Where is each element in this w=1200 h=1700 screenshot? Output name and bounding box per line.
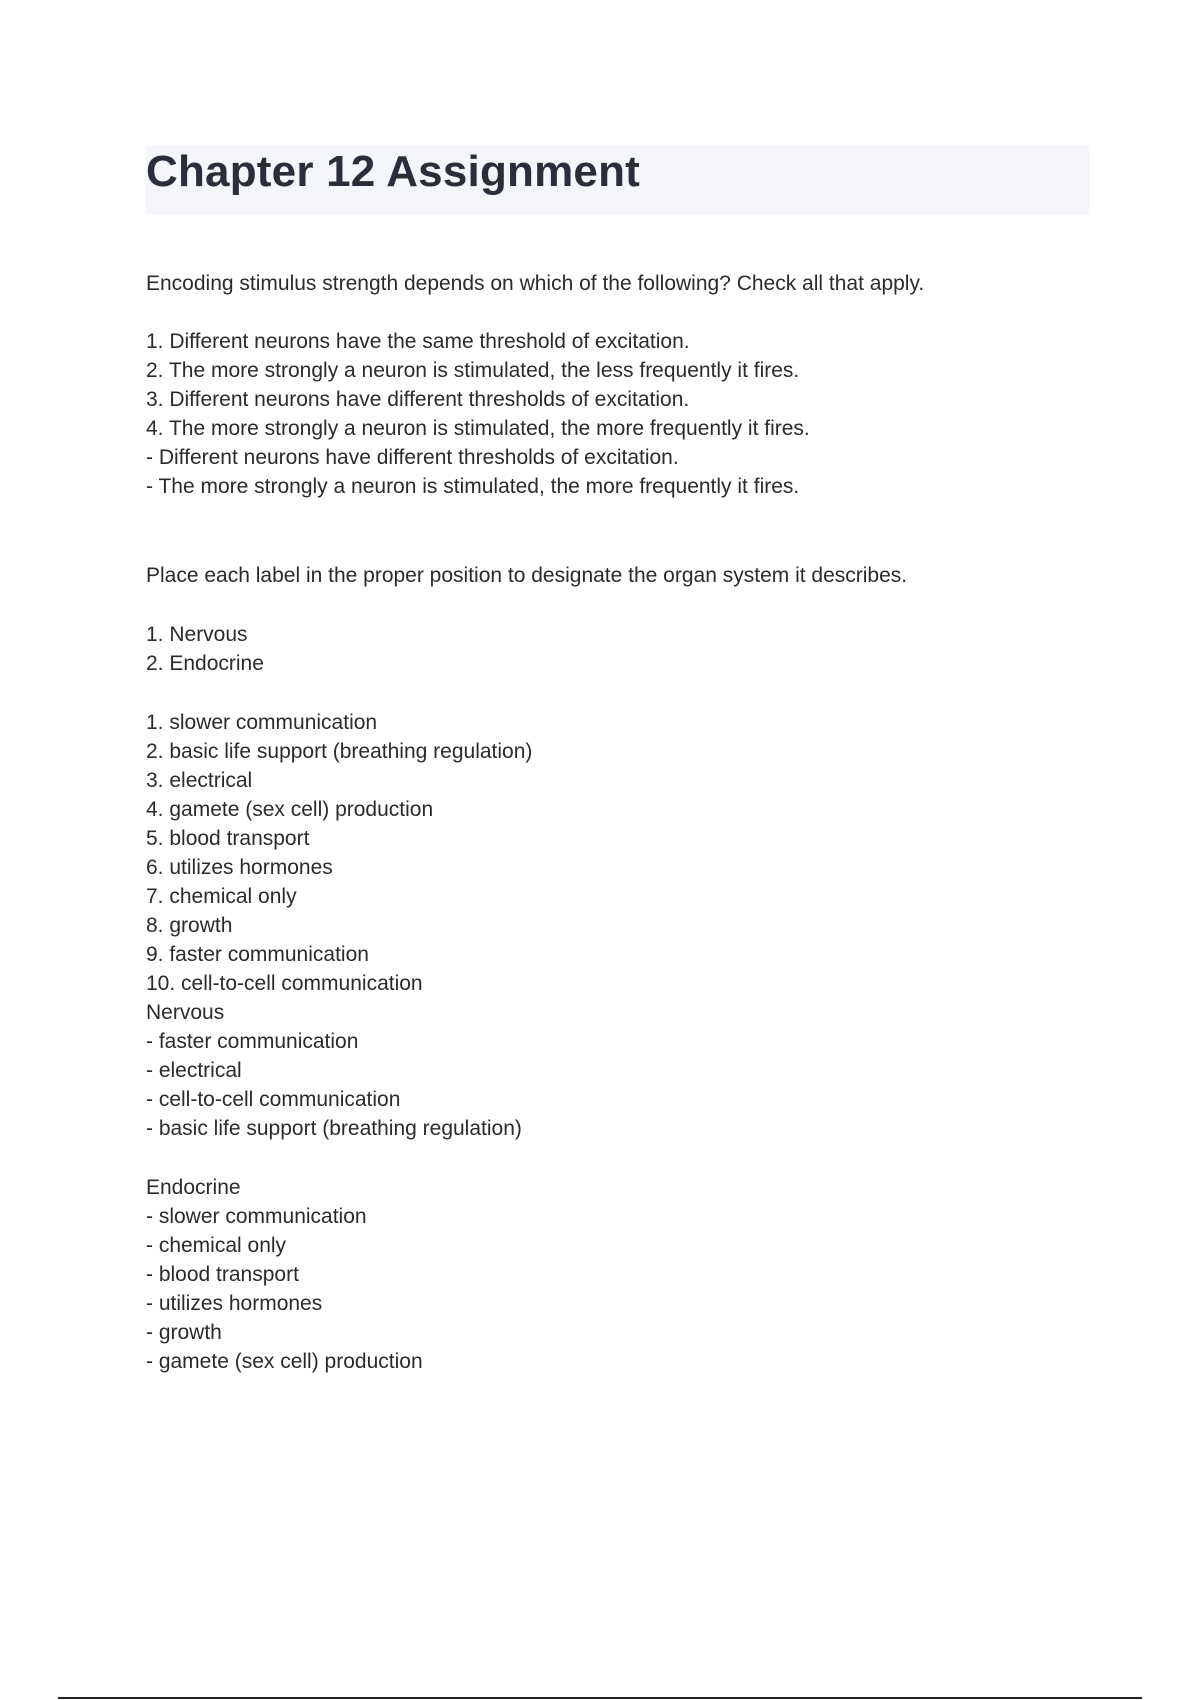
endocrine-item: - growth bbox=[146, 1321, 222, 1344]
question-1-prompt: Encoding stimulus strength depends on which of the following? Check all that apply. bbox=[146, 272, 925, 295]
nervous-item: - faster communication bbox=[146, 1030, 359, 1053]
question-2-label: 4. gamete (sex cell) production bbox=[146, 798, 434, 821]
question-1-option: 3. Different neurons have different thresholds of excitation. bbox=[146, 388, 690, 411]
question-2-category: 2. Endocrine bbox=[146, 652, 264, 675]
endocrine-item: - gamete (sex cell) production bbox=[146, 1350, 423, 1373]
nervous-item: - electrical bbox=[146, 1059, 242, 1082]
question-1-option: 1. Different neurons have the same threshold of excitation. bbox=[146, 330, 690, 353]
question-2-label: 8. growth bbox=[146, 914, 233, 937]
page-title: Chapter 12 Assignment bbox=[146, 147, 641, 196]
question-2-label: 10. cell-to-cell communication bbox=[146, 972, 423, 995]
question-2-category: 1. Nervous bbox=[146, 623, 248, 646]
question-1-option: 4. The more strongly a neuron is stimulated, the more frequently it fires. bbox=[146, 417, 810, 440]
question-2-label: 6. utilizes hormones bbox=[146, 856, 333, 879]
question-2-label: 7. chemical only bbox=[146, 885, 297, 908]
question-2-label: 2. basic life support (breathing regulation) bbox=[146, 740, 533, 763]
question-1-answer: - Different neurons have different thresholds of excitation. bbox=[146, 446, 679, 469]
endocrine-item: - slower communication bbox=[146, 1205, 367, 1228]
nervous-heading: Nervous bbox=[146, 1001, 225, 1024]
nervous-item: - basic life support (breathing regulation) bbox=[146, 1117, 522, 1140]
question-2-prompt: Place each label in the proper position to designate the organ system it describes. bbox=[146, 564, 908, 587]
endocrine-item: - blood transport bbox=[146, 1263, 299, 1286]
page-bottom-rule bbox=[58, 1697, 1142, 1699]
question-1-answer: - The more strongly a neuron is stimulated, the more frequently it fires. bbox=[146, 475, 800, 498]
question-2-label: 9. faster communication bbox=[146, 943, 369, 966]
endocrine-heading: Endocrine bbox=[146, 1176, 241, 1199]
endocrine-item: - utilizes hormones bbox=[146, 1292, 323, 1315]
nervous-item: - cell-to-cell communication bbox=[146, 1088, 401, 1111]
question-2-label: 1. slower communication bbox=[146, 711, 378, 734]
question-2-label: 3. electrical bbox=[146, 769, 253, 792]
question-2-label: 5. blood transport bbox=[146, 827, 310, 850]
endocrine-item: - chemical only bbox=[146, 1234, 287, 1257]
question-1-option: 2. The more strongly a neuron is stimulated, the less frequently it fires. bbox=[146, 359, 800, 382]
